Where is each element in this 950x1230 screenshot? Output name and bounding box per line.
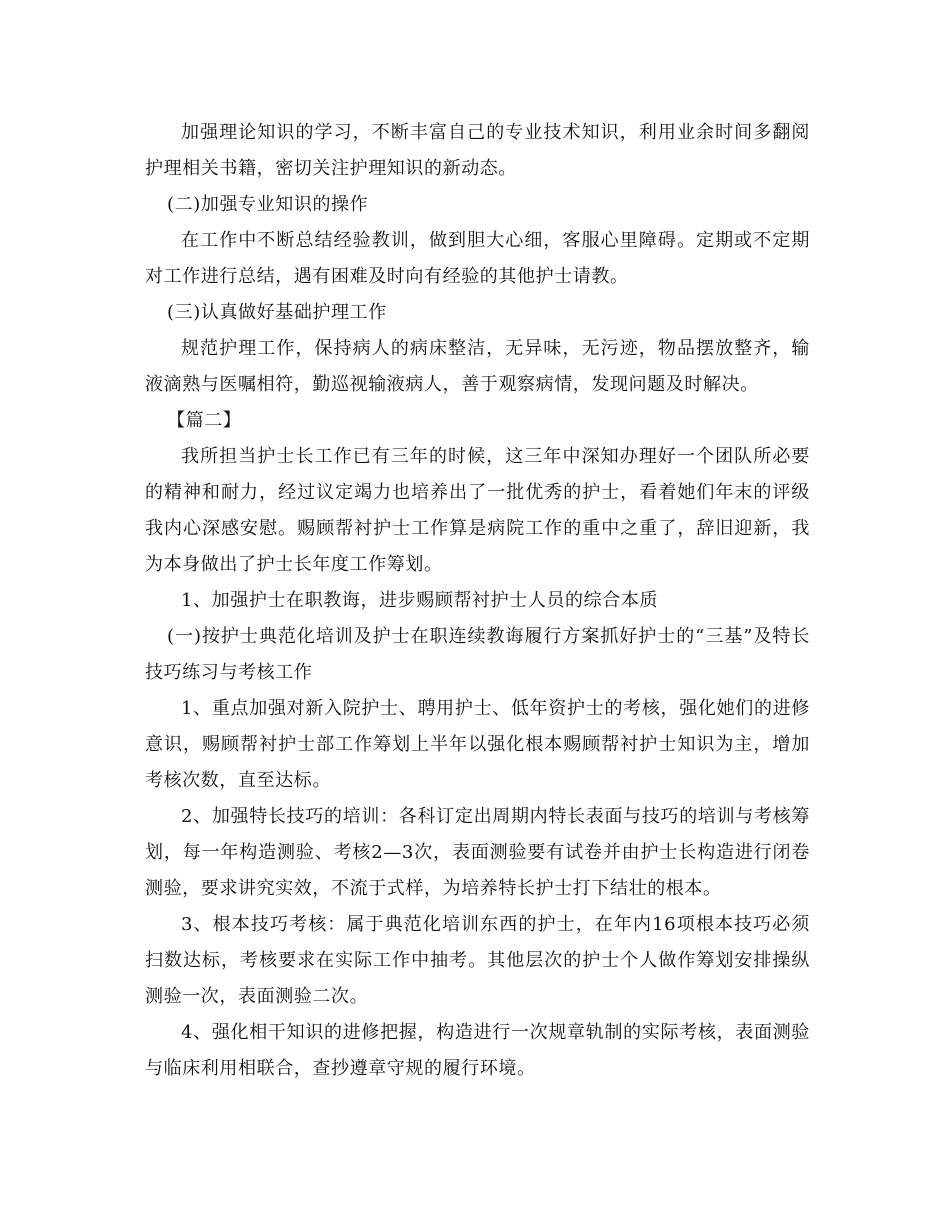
list-item-1: 1、重点加强对新入院护士、聘用护士、低年资护士的考核，强化她们的进修意识，赐顾帮衬护士部工作筹划上半年以强化根本赐顾帮衬护士知识为主，增加考核次数，直至达标。: [145, 698, 810, 791]
section-heading-3: (三)认真做好基础护理工作: [167, 302, 387, 323]
numbered-heading-1: 1、加强护士在职教诲，进步赐顾帮衬护士人员的综合本质: [181, 590, 659, 611]
paragraph-head-nurse-intro: 我所担当护士长工作已有三年的时候，这三年中深知办理好一个团队所必要的精神和耐力，经过议定竭力也培养出了一批优秀的护士，看着她们年末的评级我内心深感安慰。赐顾帮衬护士工作算是病院工作的重中之重了，辞旧迎新，我为本身做出了护士长年度工作筹划。: [145, 446, 810, 575]
section-heading-2: (二)加强专业知识的操作: [167, 194, 369, 215]
chapter-heading-part-two: 【篇二】: [167, 410, 242, 431]
paragraph-experience-summary: 在工作中不断总结经验教训，做到胆大心细，客服心里障碍。定期或不定期对工作进行总结，遇有困难及时向有经验的其他护士请教。: [145, 230, 810, 287]
list-item-4: 4、强化相干知识的进修把握，构造进行一次规章轨制的实际考核，表面测验与临床利用相联合，查抄遵章守规的履行环境。: [145, 1022, 810, 1079]
section-heading-1: (一)按护士典范化培训及护士在职连续教诲履行方案抓好护士的“三基”及特长技巧练习与考核工作: [145, 626, 810, 683]
list-item-2: 2、加强特长技巧的培训：各科订定出周期内特长表面与技巧的培训与考核筹划，每一年构造测验、考核2—3次，表面测验要有试卷并由护士长构造进行闭卷测验，要求讲究实效，不流于式样，为培养特长护士打下结壮的根本。: [145, 806, 810, 899]
document-body: [145, 115, 810, 1087]
paragraph-basic-nursing: 规范护理工作，保持病人的病床整洁，无异味，无污迹，物品摆放整齐，输液滴熟与医嘱相符，勤巡视输液病人，善于观察病情，发现问题及时解决。: [145, 338, 810, 395]
paragraph-theory-study: 加强理论知识的学习，不断丰富自己的专业技术知识，利用业余时间多翻阅护理相关书籍，密切关注护理知识的新动态。: [145, 122, 810, 179]
list-item-3: 3、根本技巧考核：属于典范化培训东西的护士，在年内16项根本技巧必须扫数达标，考核要求在实际工作中抽考。其他层次的护士个人做作筹划安排操纵测验一次，表面测验二次。: [145, 914, 810, 1007]
